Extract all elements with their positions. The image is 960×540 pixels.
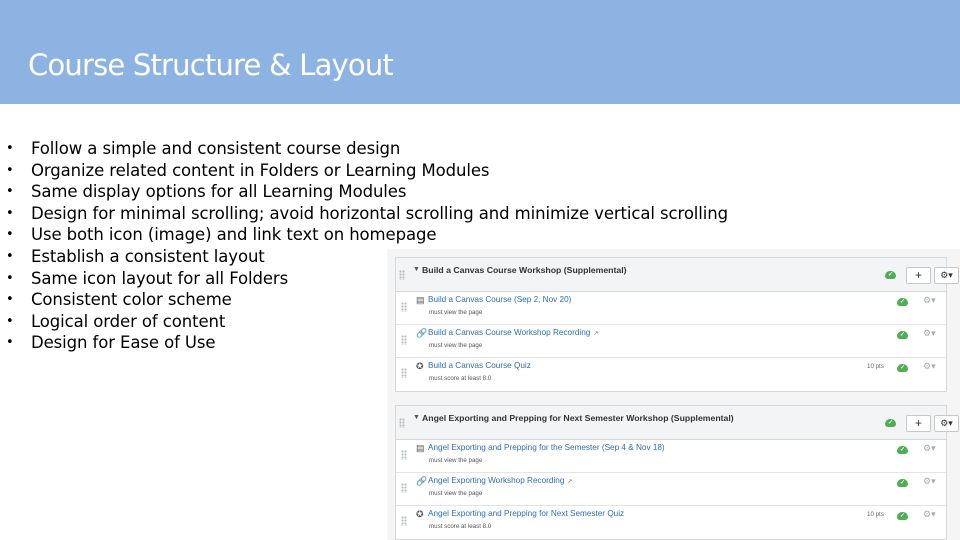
- published-cloud-icon[interactable]: ✓: [897, 331, 908, 339]
- link-icon: 🔗: [416, 328, 428, 338]
- bullet-text: Logical order of content: [31, 311, 226, 331]
- published-cloud-icon[interactable]: ✓: [897, 364, 908, 372]
- bullet-dot: •: [6, 227, 14, 243]
- module-header: [396, 406, 953, 440]
- drag-handle-icon[interactable]: [399, 418, 405, 428]
- item-link-text[interactable]: Angel Exporting Workshop Recording: [428, 476, 565, 485]
- bullet-text: Design for Ease of Use: [31, 333, 216, 353]
- drag-handle-icon[interactable]: [401, 450, 407, 460]
- item-settings-icon[interactable]: ⚙▾: [923, 295, 936, 305]
- canvas-modules-screenshot: [387, 249, 960, 540]
- item-settings-icon[interactable]: ⚙▾: [923, 476, 936, 486]
- item-settings-icon[interactable]: ⚙▾: [923, 328, 936, 338]
- bullet-text: Same icon layout for all Folders: [31, 268, 289, 288]
- published-cloud-icon[interactable]: ✓: [897, 479, 908, 487]
- bullet-item: [0, 203, 728, 225]
- module: [395, 405, 953, 540]
- collapse-caret-icon[interactable]: ▼: [413, 414, 420, 421]
- published-cloud-icon[interactable]: ✓: [897, 512, 908, 520]
- published-cloud-icon[interactable]: ✓: [897, 298, 908, 306]
- quiz-icon: ✪: [416, 361, 424, 371]
- module-item: [396, 325, 946, 358]
- drag-handle-icon[interactable]: [399, 270, 405, 280]
- item-settings-icon[interactable]: ⚙▾: [923, 361, 936, 371]
- module-title[interactable]: Build a Canvas Course Workshop (Supplemental): [422, 265, 627, 275]
- bullet-dot: •: [6, 184, 14, 200]
- drag-handle-icon[interactable]: [401, 302, 407, 312]
- item-requirement: must view the page: [429, 457, 483, 464]
- item-requirement: must view the page: [429, 342, 483, 349]
- bullet-dot: •: [6, 270, 14, 286]
- item-settings-icon[interactable]: ⚙▾: [923, 509, 936, 519]
- bullet-dot: •: [6, 248, 14, 264]
- published-cloud-icon[interactable]: ✓: [885, 419, 896, 427]
- link-icon: 🔗: [416, 476, 428, 486]
- bullet-dot: •: [6, 162, 14, 178]
- module-item: [396, 358, 946, 391]
- published-cloud-icon[interactable]: ✓: [885, 271, 896, 279]
- module-title[interactable]: Angel Exporting and Prepping for Next Semester Workshop (Supplemental): [422, 413, 734, 423]
- module-item: [396, 506, 946, 539]
- quiz-icon: ✪: [416, 509, 424, 519]
- slide-title: Course Structure & Layout: [28, 48, 394, 82]
- external-link-icon: ↗: [593, 331, 599, 337]
- page-icon: ▤: [416, 295, 425, 305]
- module-item: [396, 440, 946, 473]
- item-requirement: must view the page: [429, 490, 483, 497]
- bullet-text: Same display options for all Learning Modules: [31, 182, 407, 202]
- bullet-dot: •: [6, 141, 14, 156]
- published-cloud-icon[interactable]: ✓: [897, 446, 908, 454]
- bullet-item: [0, 138, 720, 160]
- module-header: [396, 258, 953, 292]
- bullet-dot: •: [6, 292, 14, 308]
- bullet-text: Design for minimal scrolling; avoid horizontal scrolling and minimize vertical scrolling: [31, 203, 728, 223]
- item-link[interactable]: Angel Exporting and Prepping for the Semester (Sep 4 & Nov 18): [428, 443, 665, 452]
- item-settings-icon[interactable]: ⚙▾: [923, 443, 936, 453]
- item-requirement: must score at least 8.0: [429, 375, 492, 382]
- module: [395, 257, 953, 392]
- bullet-dot: •: [6, 335, 14, 351]
- bullet-item: [0, 181, 720, 203]
- drag-handle-icon[interactable]: [401, 335, 407, 345]
- module-item: [396, 292, 946, 325]
- item-requirement: must view the page: [429, 309, 483, 316]
- item-requirement: must score at least 8.0: [429, 523, 492, 530]
- collapse-caret-icon[interactable]: ▼: [413, 266, 420, 273]
- bullet-item: [0, 224, 720, 246]
- item-link[interactable]: Angel Exporting and Prepping for Next Semester Quiz: [428, 509, 625, 518]
- item-points: 10 pts: [867, 363, 884, 370]
- drag-handle-icon[interactable]: [401, 516, 407, 526]
- drag-handle-icon[interactable]: [401, 483, 407, 493]
- add-item-button[interactable]: +: [906, 415, 931, 432]
- add-item-button[interactable]: +: [906, 267, 931, 284]
- item-link[interactable]: Build a Canvas Course Quiz: [428, 361, 531, 370]
- bullet-text: Use both icon (image) and link text on homepage: [31, 225, 437, 245]
- item-link[interactable]: Build a Canvas Course (Sep 2, Nov 20): [428, 295, 572, 304]
- bullet-text: Consistent color scheme: [31, 290, 232, 310]
- item-link-text[interactable]: Build a Canvas Course Workshop Recording: [428, 328, 591, 337]
- bullet-text: Follow a simple and consistent course design: [31, 139, 401, 158]
- external-link-icon: ↗: [567, 479, 573, 485]
- bullet-text: Organize related content in Folders or Learning Modules: [31, 160, 490, 180]
- bullet-text: Establish a consistent layout: [31, 246, 265, 266]
- drag-handle-icon[interactable]: [401, 368, 407, 378]
- title-bar: [0, 0, 960, 104]
- item-link[interactable]: [428, 328, 598, 337]
- bullet-dot: •: [6, 313, 14, 329]
- module-item: [396, 473, 946, 506]
- bullet-item: [0, 160, 720, 182]
- item-link[interactable]: [428, 476, 572, 485]
- page-icon: ▤: [416, 443, 425, 453]
- module-settings-button[interactable]: ⚙▾: [934, 415, 959, 432]
- bullet-dot: •: [6, 205, 14, 221]
- item-points: 10 pts: [867, 511, 884, 518]
- module-settings-button[interactable]: ⚙▾: [934, 267, 959, 284]
